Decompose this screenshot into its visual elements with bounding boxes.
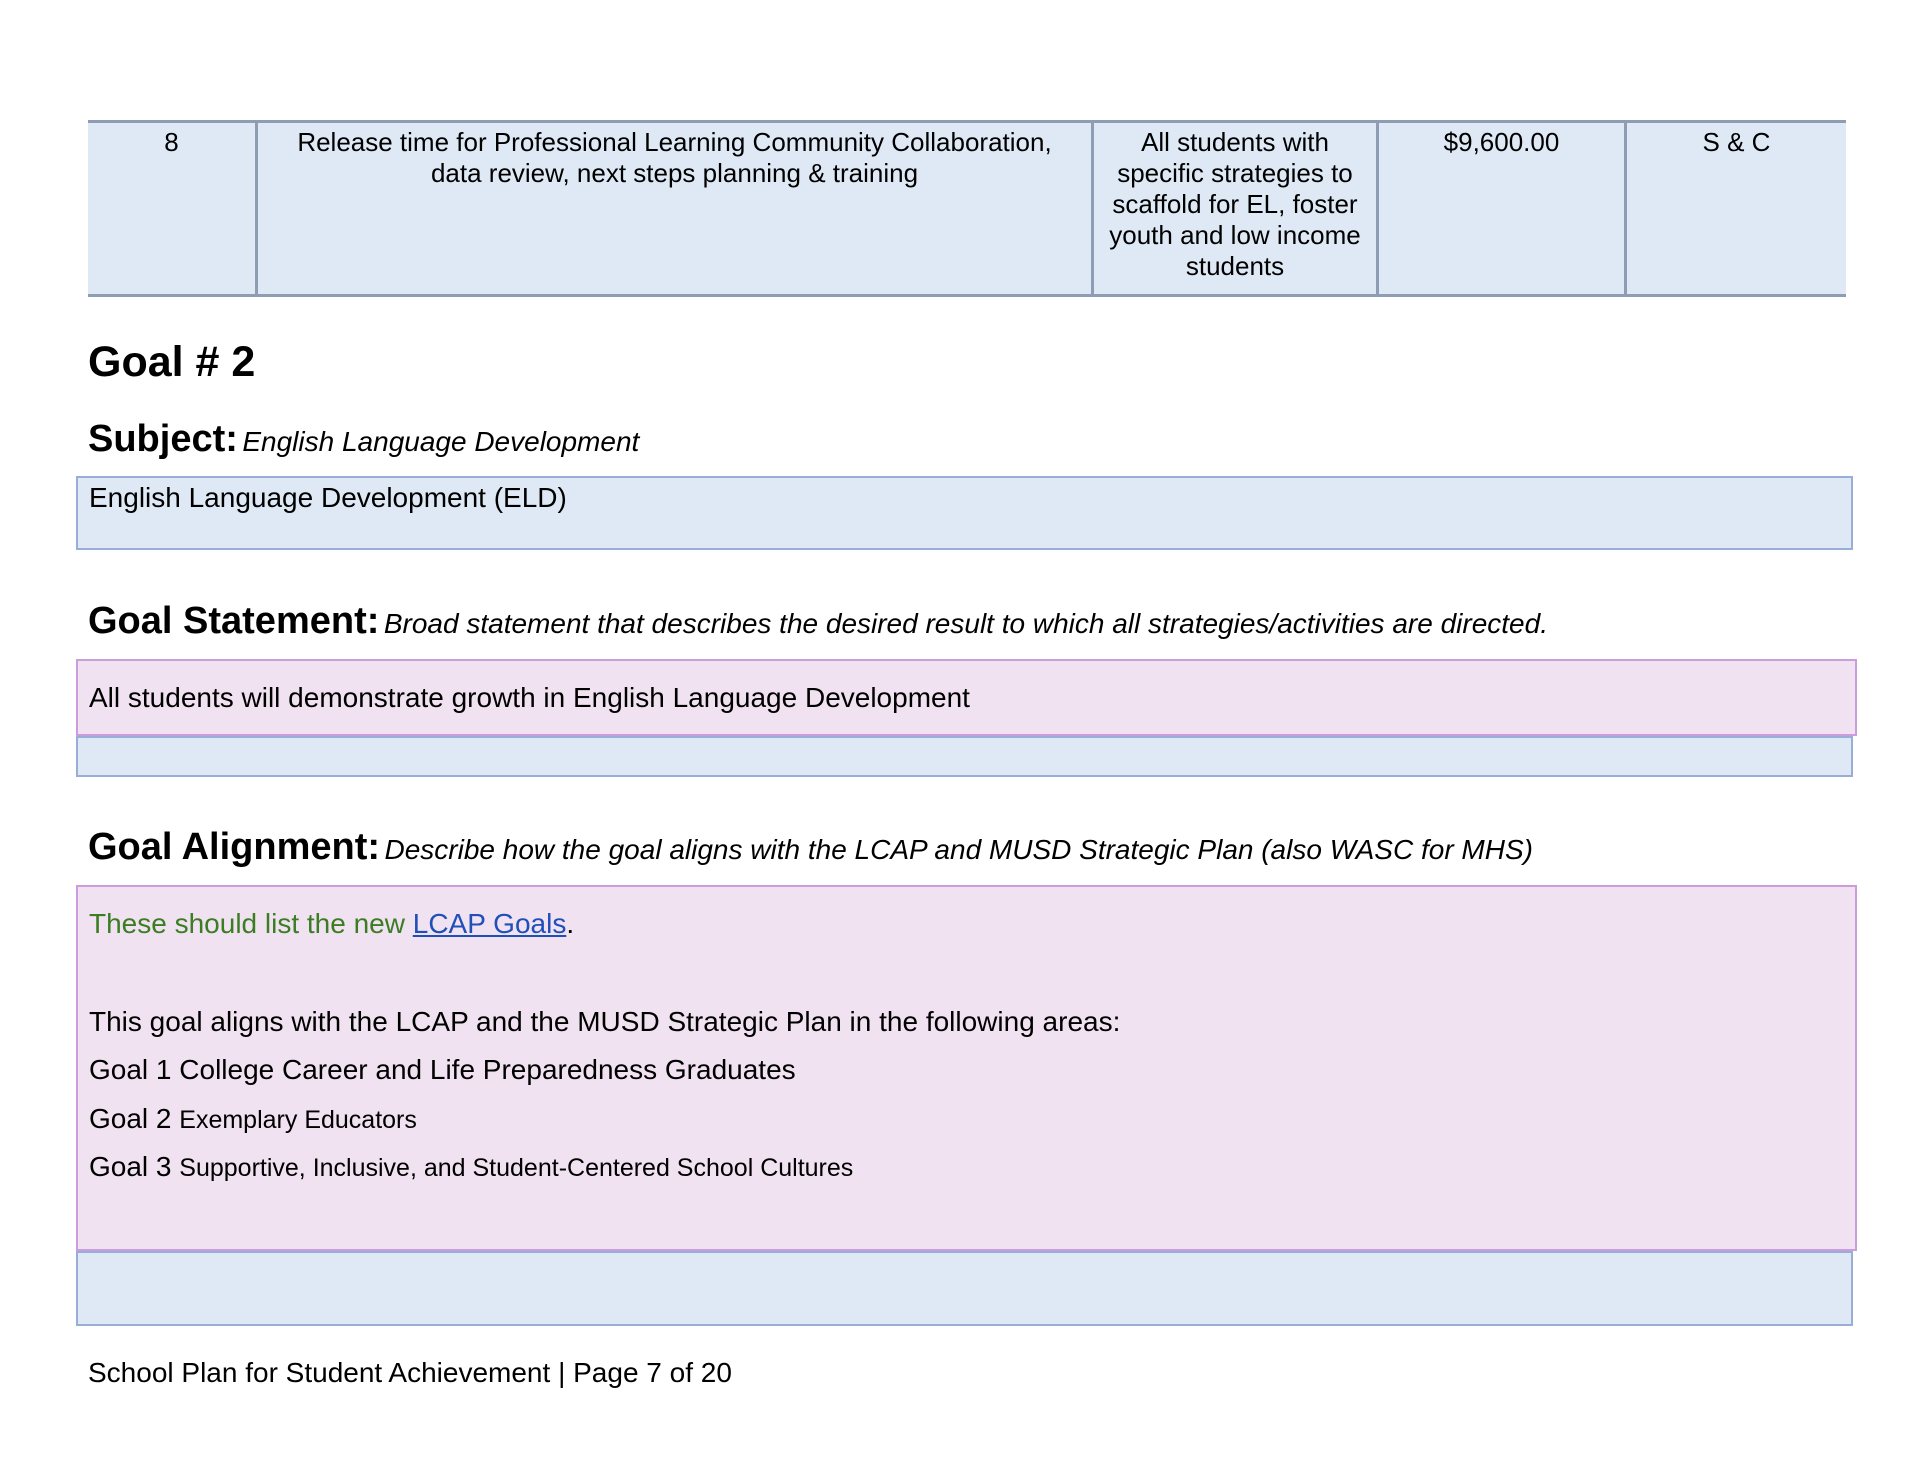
subject-heading — [88, 418, 639, 461]
goal-statement-heading — [88, 600, 1548, 643]
alignment-goal-prefix: Goal 1 — [89, 1054, 172, 1085]
alignment-goal-text: College Career and Life Preparedness Graduates — [179, 1054, 796, 1085]
subject-value: English Language Development (ELD) — [89, 482, 567, 513]
action-description: Release time for Professional Learning Community Collaboration, data review, next steps planning & training — [297, 127, 1052, 188]
alignment-goal-text: Exemplary Educators — [179, 1106, 417, 1134]
proposed-amount: $9,600.00 — [1443, 127, 1560, 157]
table-row — [88, 122, 1846, 296]
alignment-goal-2 — [78, 1102, 417, 1137]
students-served-cell — [1093, 122, 1378, 296]
lcap-goals-link[interactable]: LCAP Goals — [412, 908, 567, 939]
alignment-note-suffix: . — [566, 908, 575, 939]
goal-alignment-extra-field[interactable] — [76, 1251, 1853, 1326]
actions-table — [88, 120, 1846, 297]
subject-label: Subject: — [88, 418, 238, 460]
goal-statement-description: Broad statement that describes the desired result to which all strategies/activities are directed. — [383, 608, 1548, 639]
goal-alignment-heading — [88, 826, 1533, 869]
goal-statement-label: Goal Statement: — [88, 600, 380, 642]
alignment-note — [78, 907, 574, 941]
alignment-goal-text: Supportive, Inclusive, and Student-Centered School Cultures — [179, 1154, 854, 1182]
goal-alignment-description: Describe how the goal aligns with the LCAP and MUSD Strategic Plan (also WASC for MHS) — [384, 834, 1533, 865]
alignment-note-prefix: These should list the new — [89, 908, 413, 939]
alignment-goal-3 — [78, 1150, 853, 1185]
subject-field[interactable] — [76, 476, 1853, 550]
page-footer: School Plan for Student Achievement | Page 7 of 20 — [88, 1357, 732, 1388]
alignment-intro: This goal aligns with the LCAP and the MUSD Strategic Plan in the following areas: — [89, 1006, 1121, 1037]
alignment-goal-1 — [78, 1053, 796, 1087]
action-number-cell — [88, 122, 257, 296]
goal-statement-extra-field[interactable] — [76, 736, 1853, 777]
funding-source-cell — [1626, 122, 1847, 296]
goal-alignment-label: Goal Alignment: — [88, 826, 381, 868]
funding-source: S & C — [1702, 127, 1771, 157]
alignment-goal-prefix: Goal 2 — [89, 1103, 172, 1134]
subject-description: English Language Development — [242, 426, 640, 457]
goal-statement-field[interactable] — [76, 659, 1857, 736]
action-number: 8 — [164, 127, 179, 157]
alignment-goal-prefix: Goal 3 — [89, 1151, 172, 1182]
goal-title: Goal # 2 — [88, 338, 256, 386]
goal-alignment-field[interactable] — [76, 885, 1857, 1251]
amount-cell — [1378, 122, 1626, 296]
students-served: All students with specific strategies to scaffold for EL, foster youth and low income students — [1109, 127, 1361, 281]
goal-statement-value: All students will demonstrate growth in English Language Development — [89, 682, 970, 713]
action-description-cell — [257, 122, 1093, 296]
